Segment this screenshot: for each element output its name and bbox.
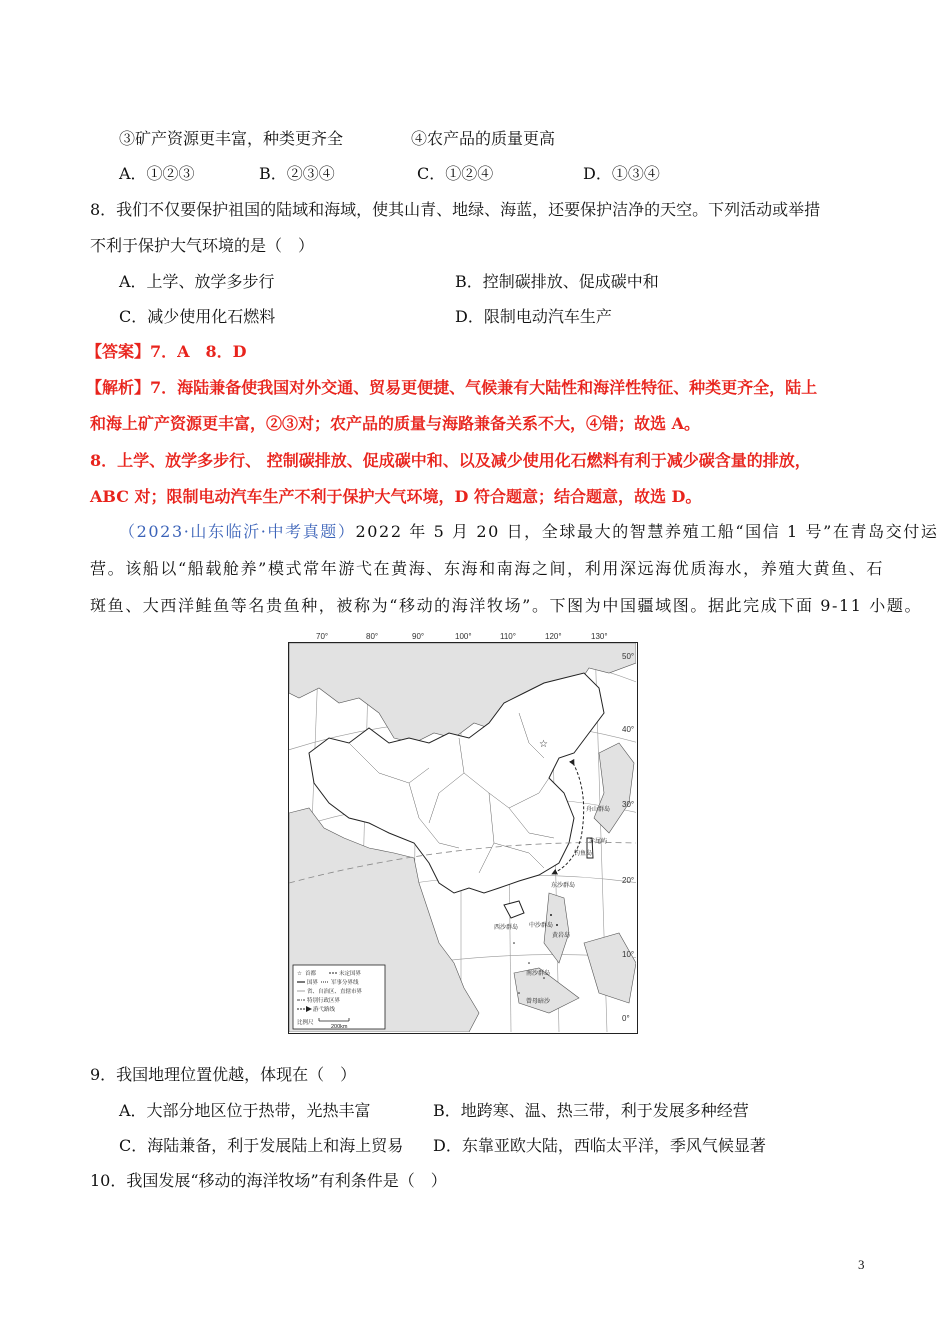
q9-choice-a: A．大部分地区位于热带，光热丰富 (119, 1101, 371, 1120)
legend-undetermined: 未定国界 (339, 971, 362, 977)
q7-option-3: ③矿产资源更丰富，种类更齐全 (119, 129, 344, 148)
q8-stem-line2: 不利于保护大气环境的是（ ） (90, 236, 315, 255)
q9-choice-d: D．东靠亚欧大陆，西临太平洋，季风气候显著 (433, 1136, 766, 1155)
label-nansha: 南沙群岛 (526, 971, 551, 977)
label-zhoushan: 舟山群岛 (586, 807, 611, 813)
lon-label-70: 70° (316, 632, 329, 641)
analysis-line2: 和海上矿产资源更丰富，②③对；农产品的质量与海路兼备关系不大，④错；故选 A。 (90, 414, 700, 433)
lon-label-100: 100° (455, 632, 472, 641)
lat-label-50: 50° (622, 652, 635, 661)
q9-stem: 9．我国地理位置优越，体现在（ ） (90, 1065, 357, 1084)
legend-capital: 首都 (305, 971, 317, 977)
legend-route: 游弋路线 (313, 1007, 336, 1013)
map-drawing (289, 643, 636, 1032)
q7-choice-b: B．②③④ (259, 164, 335, 183)
q7-choice-a: A．①②③ (119, 164, 195, 183)
lon-label-110: 110° (500, 632, 516, 641)
label-dongsha: 东沙群岛 (551, 883, 576, 889)
analysis-line3: 8．上学、放学多步行、 控制碳排放、促成碳中和、以及减少使用化石燃料有利于减少碳含量的排放， (90, 451, 811, 470)
legend-capital-icon: ☆ (297, 971, 302, 977)
label-zengmu: 曾母暗沙 (526, 999, 551, 1005)
q7-choice-c: C．①②④ (417, 164, 494, 183)
lat-label-40: 40° (622, 725, 635, 734)
china-territory-map (288, 642, 638, 1034)
lat-label-10: 10° (622, 950, 635, 959)
q9-choice-b: B．地跨寒、温、热三带，利于发展多种经营 (433, 1101, 749, 1120)
legend-province: 省、自治区、直辖市界 (307, 989, 363, 995)
label-xisha: 西沙群岛 (494, 925, 519, 931)
q9-choice-c: C．海陆兼备，利于发展陆上和海上贸易 (119, 1136, 404, 1155)
q10-stem: 10．我国发展“移动的海洋牧场”有利条件是（ ） (90, 1171, 447, 1190)
legend-military: 军事分界线 (331, 980, 359, 986)
passage-line1-text: 2022 年 5 月 20 日，全球最大的智慧养殖工船“国信 1 号”在青岛交付运 (355, 522, 939, 541)
label-diaoyu: 钓鱼岛 (574, 851, 593, 857)
page-number: 3 (858, 1257, 865, 1272)
q8-choice-d: D．限制电动汽车生产 (455, 307, 612, 326)
lon-label-90: 90° (412, 632, 425, 641)
passage-line2: 营。该船以“船载舱养”模式常年游弋在黄海、东海和南海之间，利用深远海优质海水，养殖大黄鱼、石 (90, 559, 884, 578)
label-chiwei: 赤尾屿 (589, 839, 608, 845)
lat-label-20: 20° (622, 876, 635, 885)
q8-stem-line1: 8．我们不仅要保护祖国的陆域和海域，使其山青、地绿、海蓝，还要保护洁净的天空。下列活动或举措 (90, 200, 821, 219)
passage-line3: 斑鱼、大西洋鲑鱼等名贵鱼种，被称为“移动的海洋牧场”。下图为中国疆域图。据此完成下面 9-11 小题。 (90, 596, 923, 615)
lon-label-130: 130° (591, 632, 608, 641)
label-zhongsha: 中沙群岛 (529, 923, 554, 929)
q8-choice-c: C．减少使用化石燃料 (119, 307, 276, 326)
capital-star-icon: ☆ (539, 739, 548, 750)
lon-label-80: 80° (366, 632, 379, 641)
q7-choice-d: D．①③④ (583, 164, 660, 183)
label-huangyan: 黄岩岛 (552, 933, 571, 939)
legend-sar: 特别行政区界 (307, 998, 341, 1004)
analysis-line1: 【解析】7．海陆兼备使我国对外交通、贸易更便捷、气候兼有大陆性和海洋性特征、种类更齐全，陆上 (86, 378, 818, 397)
map-legend (293, 965, 385, 1030)
lat-label-30: 30° (622, 800, 635, 809)
q8-choice-b: B．控制碳排放、促成碳中和 (455, 272, 659, 291)
passage-line1 (119, 521, 939, 543)
answer-line: 【答案】7．A 8．D (86, 342, 247, 361)
q7-option-4: ④农产品的质量更高 (411, 129, 556, 148)
q8-choice-a: A．上学、放学多步行 (119, 272, 275, 291)
legend-scale-value: 200km (331, 1024, 348, 1030)
analysis-line4: ABC 对；限制电动汽车生产不利于保护大气环境，D 符合题意；结合题意，故选 D。 (90, 487, 702, 506)
passage-source: （2023·山东临沂·中考真题） (119, 522, 356, 541)
lon-label-120: 120° (545, 632, 562, 641)
legend-national: 国界 (307, 980, 319, 986)
legend-scale-label: 比例尺 (297, 1020, 314, 1026)
lat-label-0: 0° (622, 1014, 630, 1023)
